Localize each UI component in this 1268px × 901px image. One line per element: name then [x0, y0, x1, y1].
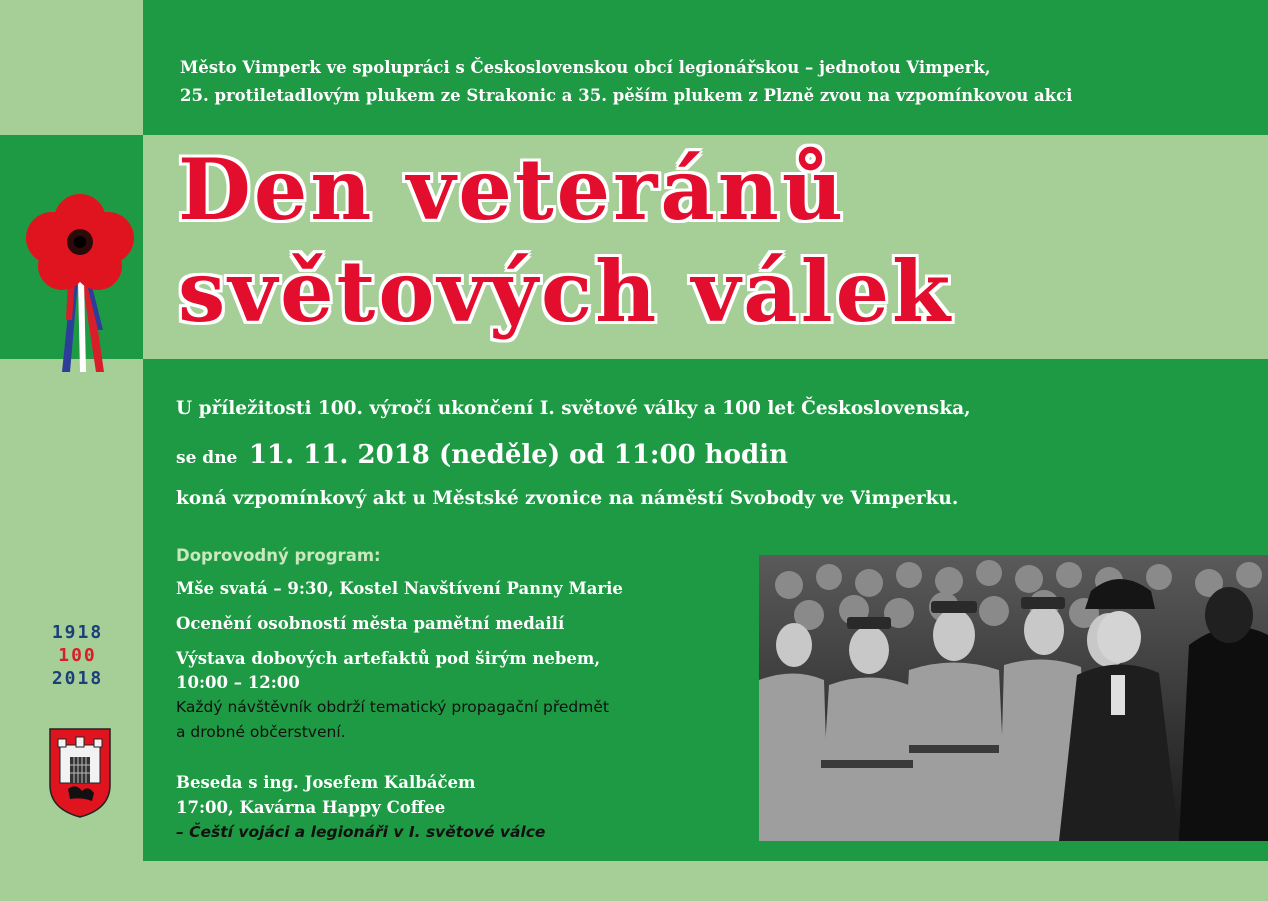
program-item-talk-time: 17:00, Kavárna Happy Coffee	[176, 798, 446, 817]
year-start: 1918	[51, 622, 104, 643]
program-item-exhibition-time: 10:00 – 12:00	[176, 673, 300, 692]
program-heading: Doprovodný program:	[176, 546, 381, 565]
occasion-line-3: koná vzpomínkový akt u Městské zvonice na náměstí Svobody ve Vimperku.	[176, 488, 959, 509]
year-end: 2018	[51, 668, 104, 689]
program-item-exhibition-note-2: a drobné občerstvení.	[176, 723, 346, 741]
intro-line-2: 25. protiletadlovým plukem ze Strakonic a 35. pěším plukem z Plzně zvou na vzpomínkovou akci	[180, 86, 1073, 105]
program-item-mass: Mše svatá – 9:30, Kostel Navštívení Panny Marie	[176, 579, 623, 598]
program-item-exhibition-note-1: Každý návštěvník obdrží tematický propagační předmět	[176, 698, 609, 716]
title-line-2: světových válek	[178, 242, 954, 341]
event-date: 11. 11. 2018 (neděle) od 11:00 hodin	[248, 440, 788, 470]
intro-line-1: Město Vimperk ve spolupráci s Československou obcí legionářskou – jednotou Vimperk,	[180, 58, 991, 77]
program-item-talk: Beseda s ing. Josefem Kalbáčem	[176, 773, 476, 792]
occasion-line-1: U příležitosti 100. výročí ukončení I. světové války a 100 let Československa,	[176, 398, 971, 419]
program-item-exhibition: Výstava dobových artefaktů pod širým nebem,	[176, 649, 601, 668]
years-count: 100	[58, 645, 97, 666]
program-item-talk-topic: – Čeští vojáci a legionáři v I. světové válce	[176, 823, 546, 841]
vimperk-coat-of-arms-icon	[48, 727, 112, 819]
title-line-1: Den veteránů	[178, 140, 846, 239]
occasion-prefix: se dne	[176, 448, 238, 468]
program-item-award: Ocenění osobností města pamětní medailí	[176, 614, 565, 633]
historical-photo	[759, 555, 1268, 841]
poppy-icon	[20, 180, 140, 380]
occasion-line-2	[176, 440, 788, 470]
